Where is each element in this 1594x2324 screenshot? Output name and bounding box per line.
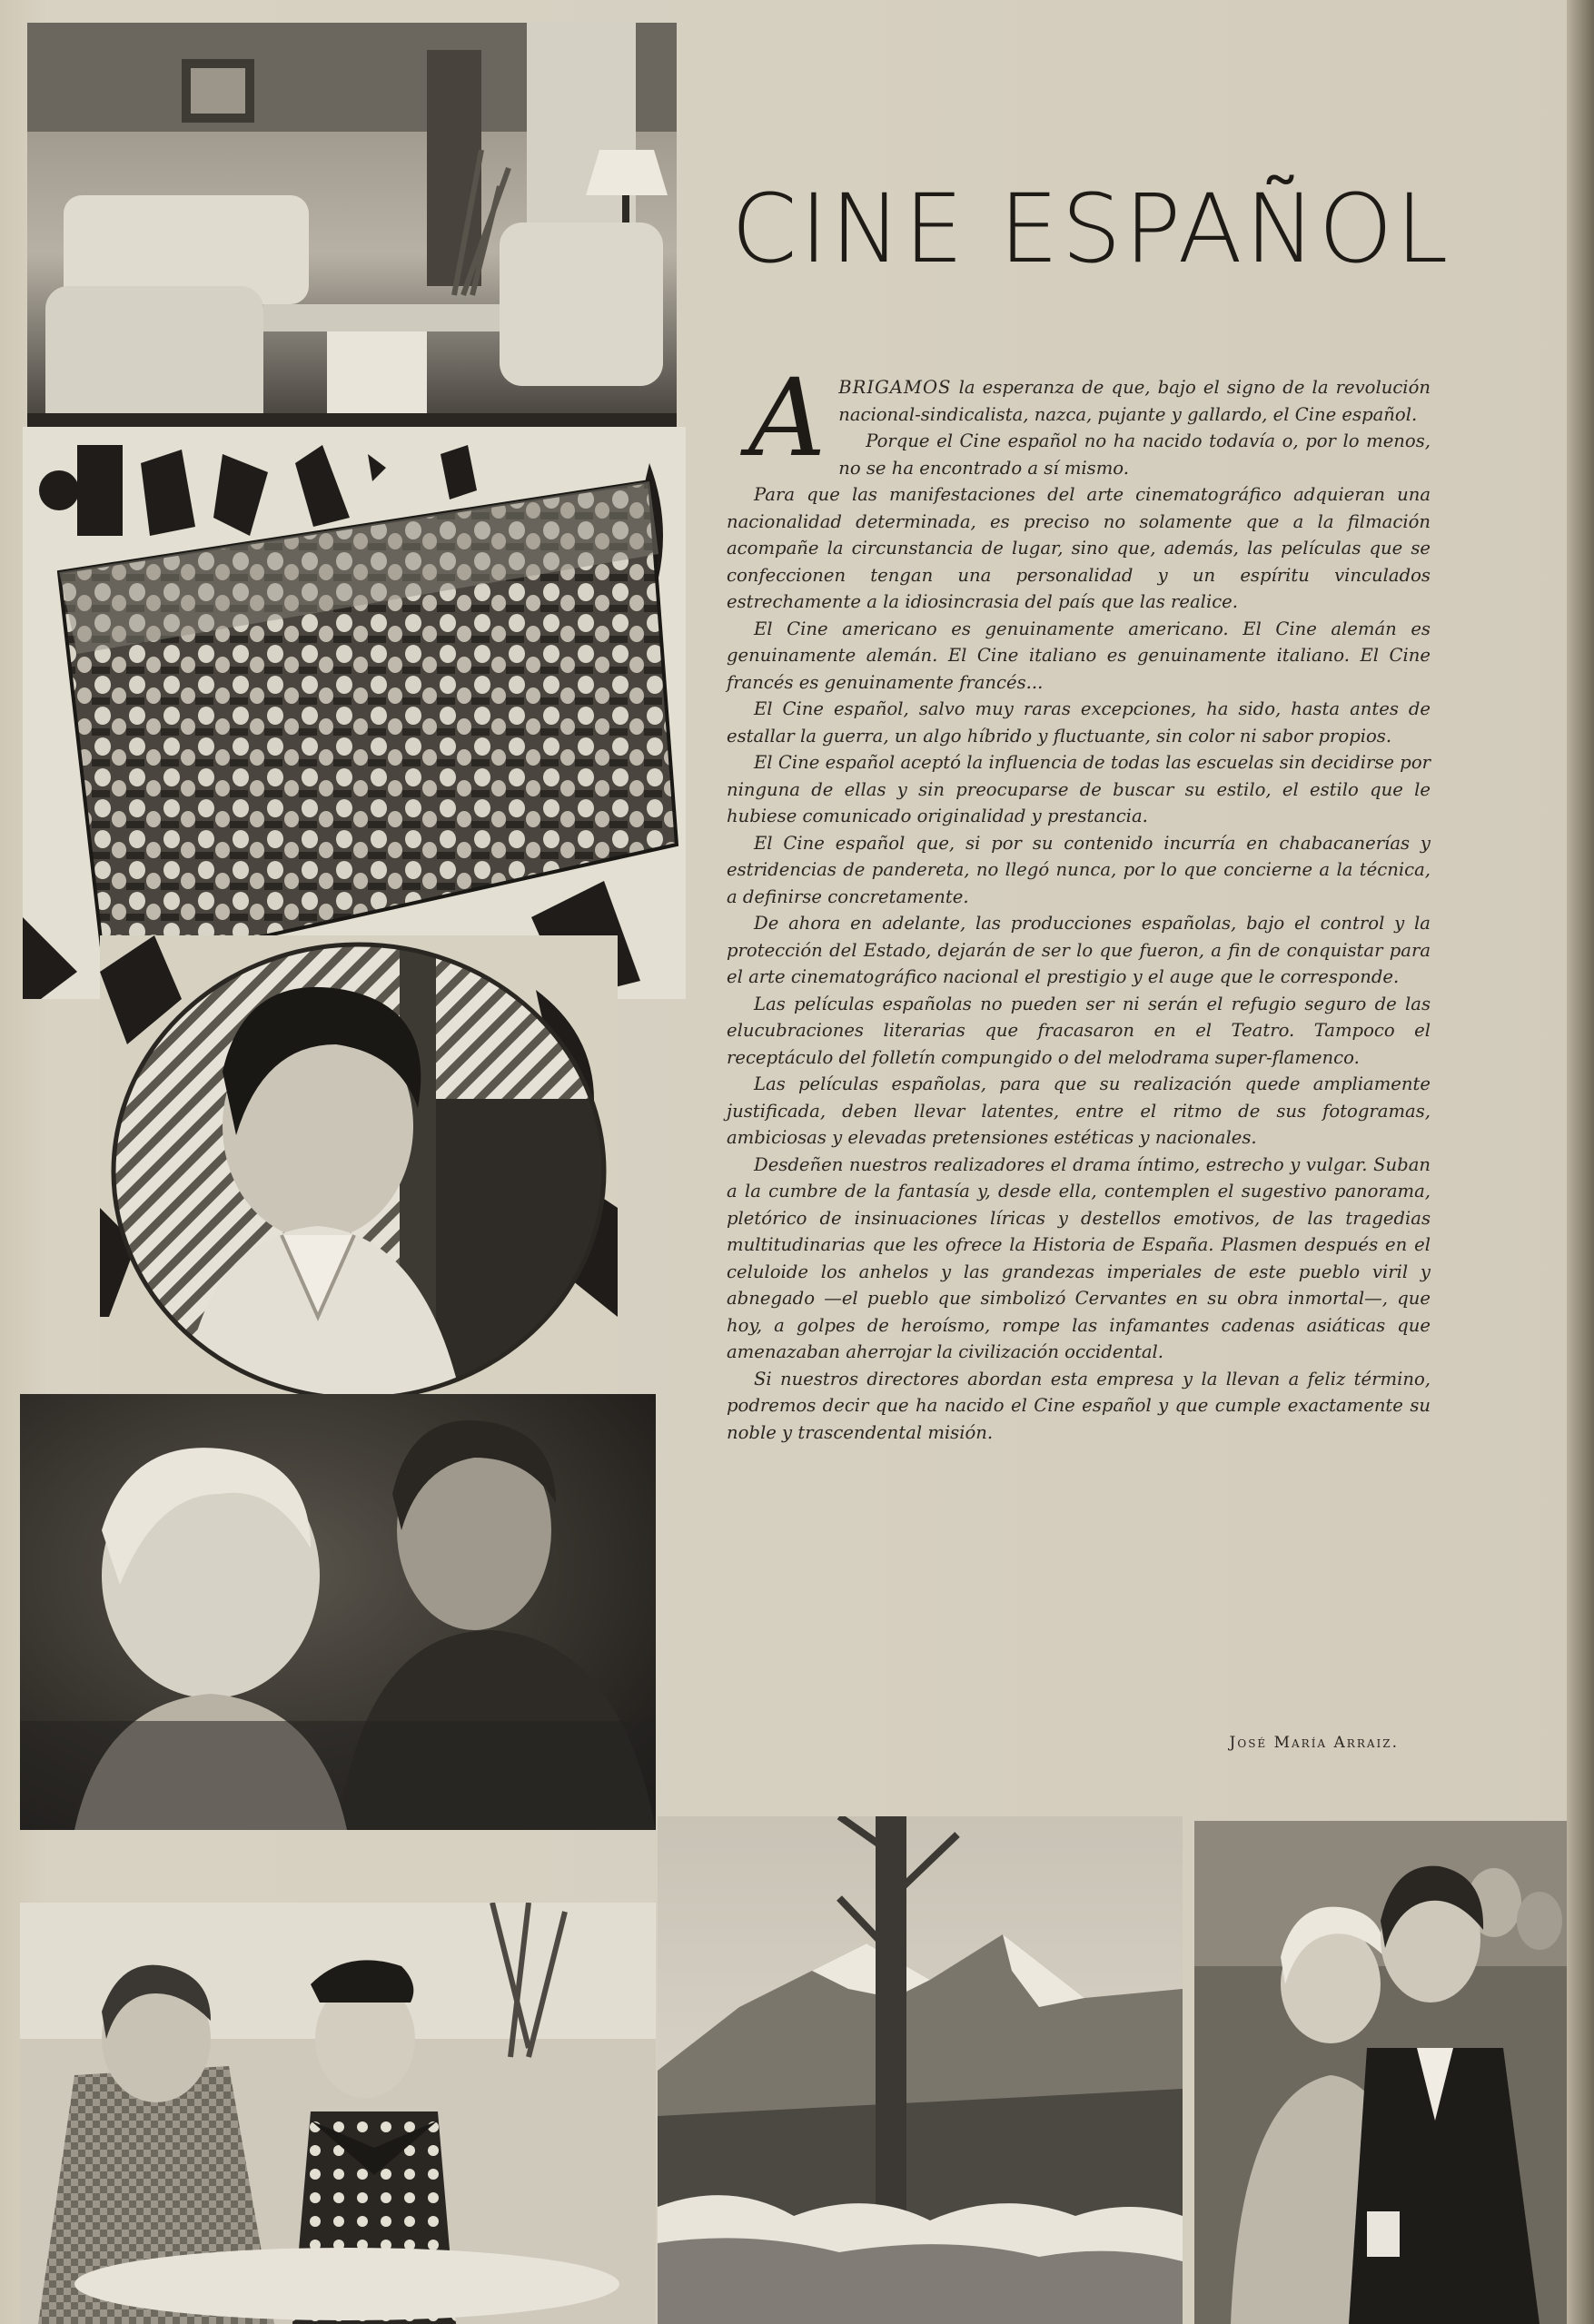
article-paragraph: Porque el Cine español no ha nacido todavía o, por lo menos, no se ha encontrado a sí mismo.	[838, 430, 1431, 479]
couple-film-still-photo	[20, 1394, 656, 1830]
lead-word: BRIGAMOS	[838, 377, 952, 398]
article-paragraph: Las películas españolas no pueden ser ni serán el refugio seguro de las elucubraciones literarias que fracasaron en el Teatro. Tampoco el receptáculo del folletín compungido o del melodrama super-flamenco.	[727, 993, 1431, 1068]
mountain-landscape-photo	[658, 1816, 1183, 2324]
interior-photo	[27, 23, 677, 440]
page-binding-edge	[1567, 0, 1594, 2324]
crowd-collage-photo	[23, 427, 686, 999]
lead-text: la esperanza de que, bajo el signo de la revolución nacional-sindicalista, nazca, pujante y gallardo, el Cine español.	[838, 377, 1431, 425]
article-paragraph: De ahora en adelante, las producciones españolas, bajo el control y la protección del Estado, dejarán de ser lo que fueron, a fin de conquistar para el arte cinematográfico nacional el prestigio y el auge que le corresponde.	[727, 913, 1431, 987]
page-title: CINE ESPAÑOL	[731, 173, 1451, 284]
article-body	[727, 355, 1431, 1446]
cafe-film-still-photo	[20, 1903, 656, 2324]
article-paragraph: El Cine español aceptó la influencia de todas las escuelas sin decidirse por ninguna de ellas y sin preocuparse de buscar su estilo, el estilo que le hubiese comunicado originalidad y prestancia.	[727, 752, 1431, 826]
article-paragraph: El Cine español que, si por su contenido incurría en chabacanerías y estridencias de pandereta, no llegó nunca, por lo que concierne a la técnica, a definirse concretamente.	[727, 832, 1431, 907]
article-paragraph: Para que las manifestaciones del arte cinematográfico adquieran una nacionalidad determinada, es preciso no solamente que a la filmación acompañe la circunstancia de lugar, sino que, además, las películas que se confeccionen tengan una personalidad y un espíritu vinculados estrechamente a la idiosincrasia del país que las realice.	[727, 484, 1431, 612]
article-paragraph: Si nuestros directores abordan esta empresa y la llevan a feliz término, podremos decir que ha nacido el Cine español y que cumple exactamente su noble y trascendental misión.	[727, 1368, 1431, 1443]
author-signature: José María Arraiz.	[1229, 1734, 1399, 1752]
drop-cap: A	[748, 355, 827, 480]
article-paragraph: El Cine español, salvo muy raras excepciones, ha sido, hasta antes de estallar la guerra, un algo híbrido y fluctuante, sin color ni sabor propios.	[727, 698, 1431, 747]
party-couple-film-still-photo	[1194, 1821, 1567, 2324]
portrait-photo	[100, 935, 618, 1408]
article-paragraph: El Cine americano es genuinamente americano. El Cine alemán es genuinamente alemán. El Cine italiano es genuinamente italiano. El Cine francés es genuinamente francés...	[727, 618, 1431, 693]
article-paragraph: Desdeñen nuestros realizadores el drama íntimo, estrecho y vulgar. Suban a la cumbre de la fantasía y, desde ella, contemplen el sugestivo panorama, pletórico de insinuaciones líricas y destellos emotivos, de las tragedias multitudinarias que les ofrece la Historia de España. Plasmen después en el celuloide los anhelos y las grandezas imperiales de este pueblo viril y abnegado —el pueblo que simbolizó Cervantes en su obra inmortal—, que hoy, a golpes de heroísmo, rompe las infamantes cadenas asiáticas que amenazaban aherrojar la civilización occidental.	[727, 1153, 1431, 1362]
article-paragraph: Las películas españolas, para que su realización quede ampliamente justificada, deben llevar latentes, entre el ritmo de sus fotogramas, ambiciosas y elevadas pretensiones estéticas y nacionales.	[727, 1073, 1431, 1148]
